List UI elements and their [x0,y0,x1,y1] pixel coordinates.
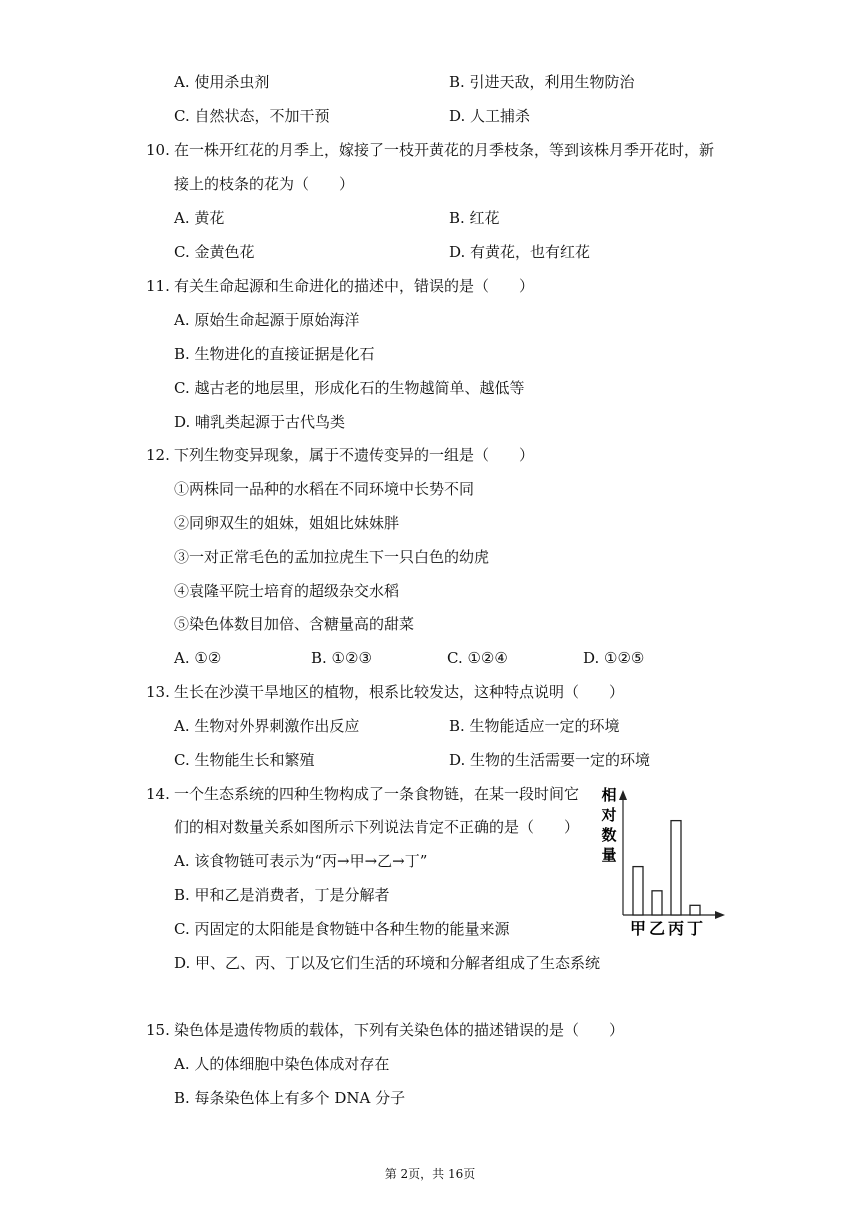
x-tick-label: 丁 [686,919,704,938]
x-tick-label: 甲 [629,919,647,938]
question-12-stem: 下列生物变异现象，属于不遗传变异的一组是（ ） [174,446,535,464]
y-label-char: 对 [601,806,617,824]
option-10-b: B. 红花 [449,209,500,227]
x-axis-arrow [715,911,725,919]
question-12-number: 12. [146,446,170,464]
question-13-number: 13. [146,683,170,701]
option-14-d: D. 甲、乙、丙、丁以及它们生活的环境和分解者组成了生态系统 [174,954,601,972]
option-14-c: C. 丙固定的太阳能是食物链中各种生物的能量来源 [174,920,510,938]
option-13-a: A. 生物对外界刺激作出反应 [174,717,360,735]
option-11-d: D. 哺乳类起源于古代鸟类 [174,413,346,431]
option-14-b: B. 甲和乙是消费者，丁是分解者 [174,886,390,904]
x-tick-labels [630,919,703,938]
question-15-stem: 染色体是遗传物质的载体，下列有关染色体的描述错误的是（ ） [174,1021,625,1039]
option-13-d: D. 生物的生活需要一定的环境 [449,751,651,769]
question-12-item-4: ④袁隆平院士培育的超级杂交水稻 [174,582,400,600]
option-9-a: A. 使用杀虫剂 [174,73,270,91]
question-10-stem-2: 接上的枝条的花为（ ） [174,175,355,193]
question-12-item-5: ⑤染色体数目加倍、含糖量高的甜菜 [174,615,415,633]
question-12-item-1: ①两株同一品种的水稻在不同环境中长势不同 [174,480,475,498]
option-13-c: C. 生物能生长和繁殖 [174,751,315,769]
option-10-d: D. 有黄花，也有红花 [449,243,591,261]
y-axis-label [600,786,616,864]
y-axis-arrow [619,790,627,800]
chart-svg [595,780,725,940]
option-9-c: C. 自然状态，不加干预 [174,107,330,125]
bars-group [633,821,700,915]
option-9-b: B. 引进天敌，利用生物防治 [449,73,635,91]
option-11-b: B. 生物进化的直接证据是化石 [174,345,375,363]
option-15-b: B. 每条染色体上有多个 DNA 分子 [174,1089,406,1107]
question-12-item-2: ②同卵双生的姐妹，姐姐比妹妹胖 [174,514,400,532]
food-chain-bar-chart [595,780,725,940]
bar-丁 [690,905,700,915]
question-14-stem-1: 一个生态系统的四种生物构成了一条食物链，在某一段时间它 [174,785,580,803]
bar-丙 [671,821,681,915]
option-12-a: A. ①② [174,649,222,667]
question-14-number: 14. [146,785,170,803]
bar-乙 [652,891,662,915]
option-13-b: B. 生物能适应一定的环境 [449,717,620,735]
option-9-d: D. 人工捕杀 [449,107,531,125]
option-10-a: A. 黄花 [174,209,225,227]
page-footer: 第 2页，共 16页 [384,1167,476,1181]
option-14-a: A. 该食物链可表示为“丙→甲→乙→丁” [174,852,428,870]
option-11-c: C. 越古老的地层里，形成化石的生物越简单、越低等 [174,379,525,397]
bar-甲 [633,867,643,915]
question-11-number: 11. [146,277,170,295]
y-label-char: 相 [601,786,617,804]
option-11-a: A. 原始生命起源于原始海洋 [174,311,360,329]
y-label-char: 量 [601,846,617,864]
x-tick-label: 乙 [648,919,666,938]
question-13-stem: 生长在沙漠干旱地区的植物，根系比较发达，这种特点说明（ ） [174,683,625,701]
option-10-c: C. 金黄色花 [174,243,255,261]
option-15-a: A. 人的体细胞中染色体成对存在 [174,1055,390,1073]
question-10-stem-1: 在一株开红花的月季上，嫁接了一枝开黄花的月季枝条，等到该株月季开花时，新 [174,141,715,159]
option-12-b: B. ①②③ [311,649,372,667]
y-label-char: 数 [601,826,617,844]
option-12-c: C. ①②④ [447,649,508,667]
x-tick-label: 丙 [667,919,685,938]
question-15-number: 15. [146,1021,170,1039]
option-12-d: D. ①②⑤ [583,649,645,667]
question-12-item-3: ③一对正常毛色的孟加拉虎生下一只白色的幼虎 [174,548,490,566]
question-10-number: 10. [146,141,170,159]
question-11-stem: 有关生命起源和生命进化的描述中，错误的是（ ） [174,277,535,295]
question-14-stem-2: 们的相对数量关系如图所示下列说法肯定不正确的是（ ） [174,818,580,836]
